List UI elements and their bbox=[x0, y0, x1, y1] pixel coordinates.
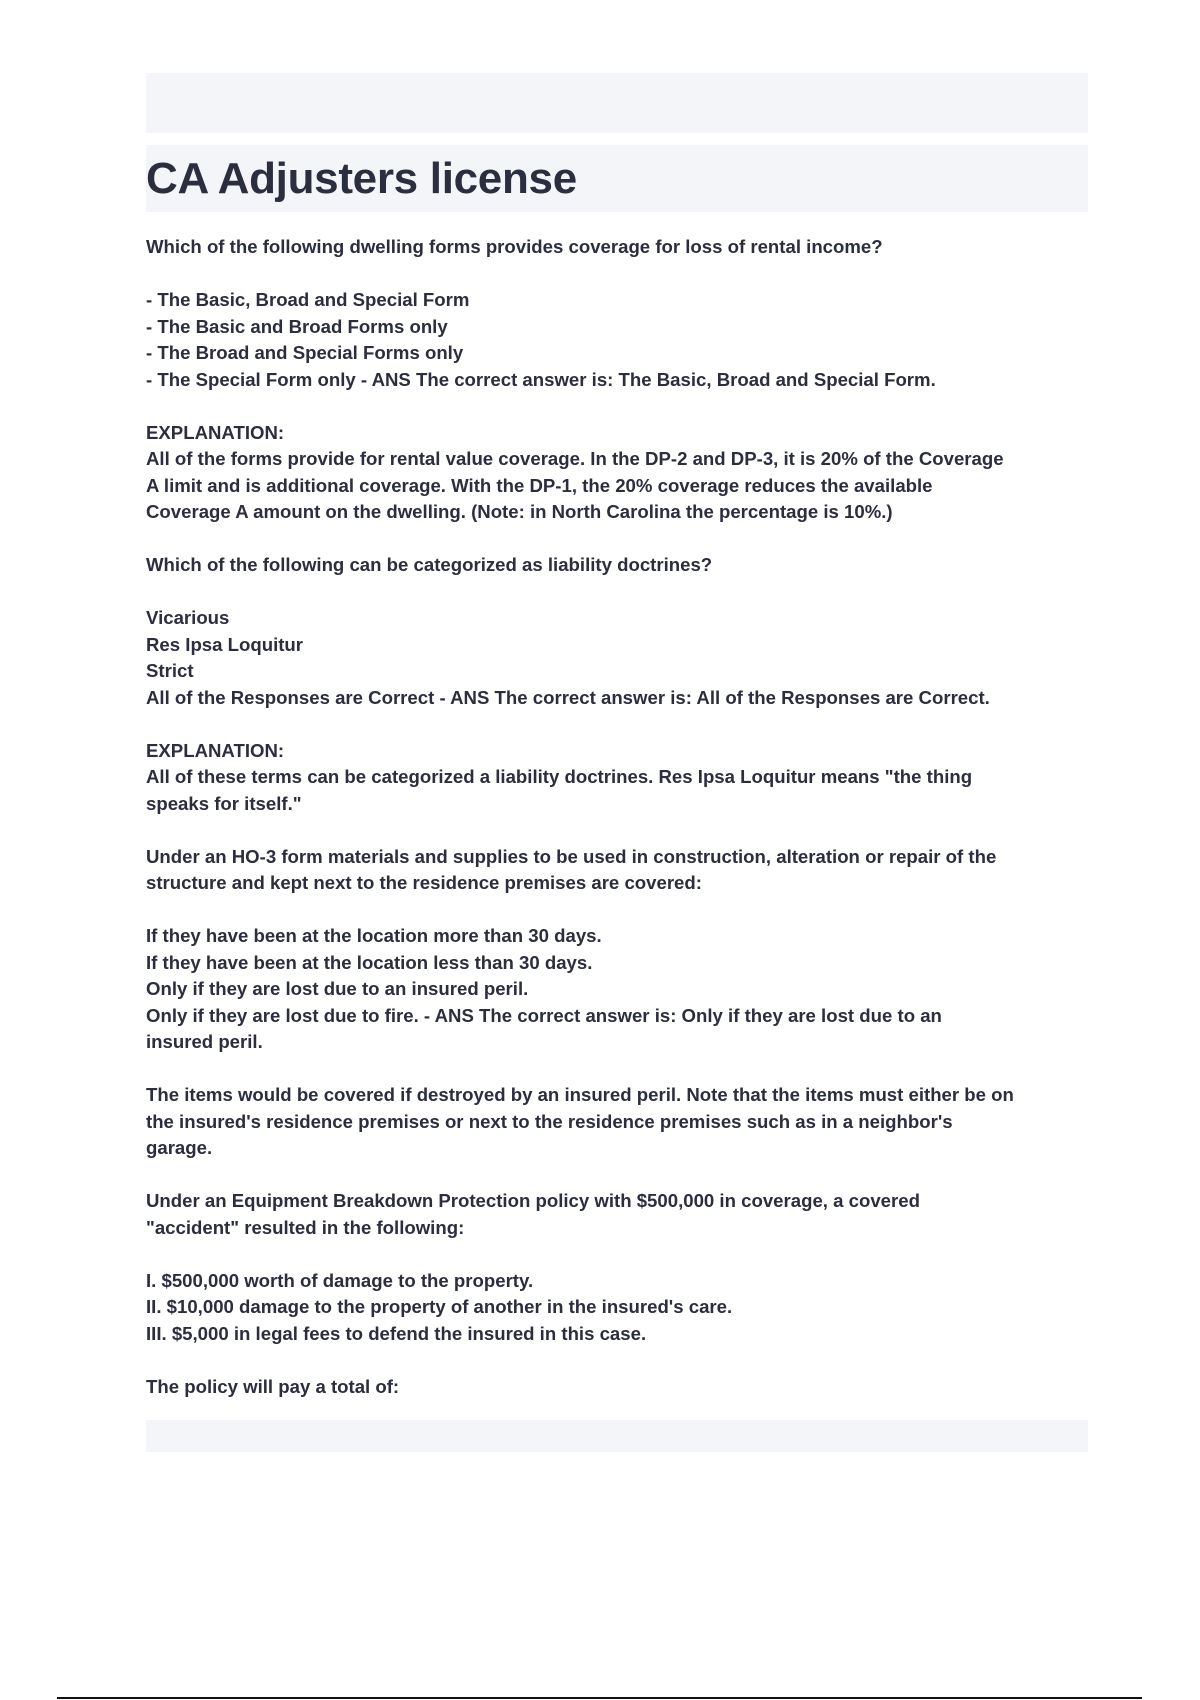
text-line: All of these terms can be categorized a liability doctrines. Res Ipsa Loquitur means "the thing bbox=[146, 766, 973, 787]
blank-line bbox=[146, 1347, 1088, 1374]
text-line: All of the Responses are Correct - ANS The correct answer is: All of the Responses are Correct. bbox=[146, 686, 990, 708]
blank-line bbox=[146, 1056, 1088, 1083]
text-line: the insured's residence premises or next to the residence premises such as in a neighbor's bbox=[146, 1110, 953, 1132]
text-line: Which of the following dwelling forms provides coverage for loss of rental income? bbox=[146, 236, 883, 257]
text-line: - The Special Form only - ANS The correct answer is: The Basic, Broad and Special Form. bbox=[146, 368, 936, 390]
text-line: If they have been at the location less than 30 days. bbox=[146, 951, 593, 973]
header-band bbox=[146, 73, 1088, 133]
page-bottom-rule bbox=[57, 1697, 1142, 1699]
blank-line bbox=[146, 1162, 1088, 1189]
document-body bbox=[146, 234, 1088, 1400]
blank-line bbox=[146, 1241, 1088, 1268]
text-line: - The Basic, Broad and Special Form bbox=[146, 289, 470, 310]
text-line: The policy will pay a total of: bbox=[146, 1375, 400, 1397]
text-line: II. $10,000 damage to the property of another in the insured's care. bbox=[146, 1296, 733, 1317]
document-title: CA Adjusters license bbox=[146, 153, 577, 203]
blank-line bbox=[146, 579, 1088, 606]
text-line: The items would be covered if destroyed by an insured peril. Note that the items must either be on bbox=[146, 1084, 1014, 1105]
blank-line bbox=[146, 817, 1088, 844]
blank-line bbox=[146, 526, 1088, 553]
text-line: Under an Equipment Breakdown Protection policy with $500,000 in coverage, a covered bbox=[146, 1190, 920, 1211]
text-line: I. $500,000 worth of damage to the property. bbox=[146, 1269, 534, 1291]
title-band bbox=[146, 145, 1088, 212]
text-line: insured peril. bbox=[146, 1031, 263, 1052]
text-line: All of the forms provide for rental value coverage. In the DP-2 and DP-3, it is 20% of the Coverage bbox=[146, 448, 1004, 469]
text-line: A limit and is additional coverage. With the DP-1, the 20% coverage reduces the available bbox=[146, 474, 933, 496]
text-line: "accident" resulted in the following: bbox=[146, 1216, 465, 1238]
text-line: EXPLANATION: bbox=[146, 421, 285, 443]
blank-line bbox=[146, 897, 1088, 924]
text-line: Only if they are lost due to an insured peril. bbox=[146, 978, 529, 999]
text-line: EXPLANATION: bbox=[146, 739, 285, 761]
text-line: structure and kept next to the residence premises are covered: bbox=[146, 872, 702, 893]
text-line: garage. bbox=[146, 1137, 213, 1158]
text-line: Strict bbox=[146, 660, 194, 681]
footer-band bbox=[146, 1420, 1088, 1452]
blank-line bbox=[146, 261, 1088, 288]
blank-line bbox=[146, 393, 1088, 420]
text-line: III. $5,000 in legal fees to defend the insured in this case. bbox=[146, 1322, 647, 1344]
text-line: Coverage A amount on the dwelling. (Note: in North Carolina the percentage is 10%.) bbox=[146, 501, 893, 522]
text-line: Vicarious bbox=[146, 607, 230, 628]
text-line: Under an HO-3 form materials and supplies to be used in construction, alteration or repair of the bbox=[146, 845, 997, 867]
text-line: If they have been at the location more than 30 days. bbox=[146, 925, 602, 946]
text-line: Only if they are lost due to fire. - ANS The correct answer is: Only if they are lost due to an bbox=[146, 1004, 942, 1026]
text-line: Res Ipsa Loquitur bbox=[146, 633, 304, 655]
document-page bbox=[146, 73, 1088, 1452]
text-line: - The Basic and Broad Forms only bbox=[146, 315, 448, 337]
blank-line bbox=[146, 711, 1088, 738]
text-line: - The Broad and Special Forms only bbox=[146, 342, 464, 363]
text-line: speaks for itself." bbox=[146, 792, 302, 814]
text-line: Which of the following can be categorized as liability doctrines? bbox=[146, 554, 713, 575]
